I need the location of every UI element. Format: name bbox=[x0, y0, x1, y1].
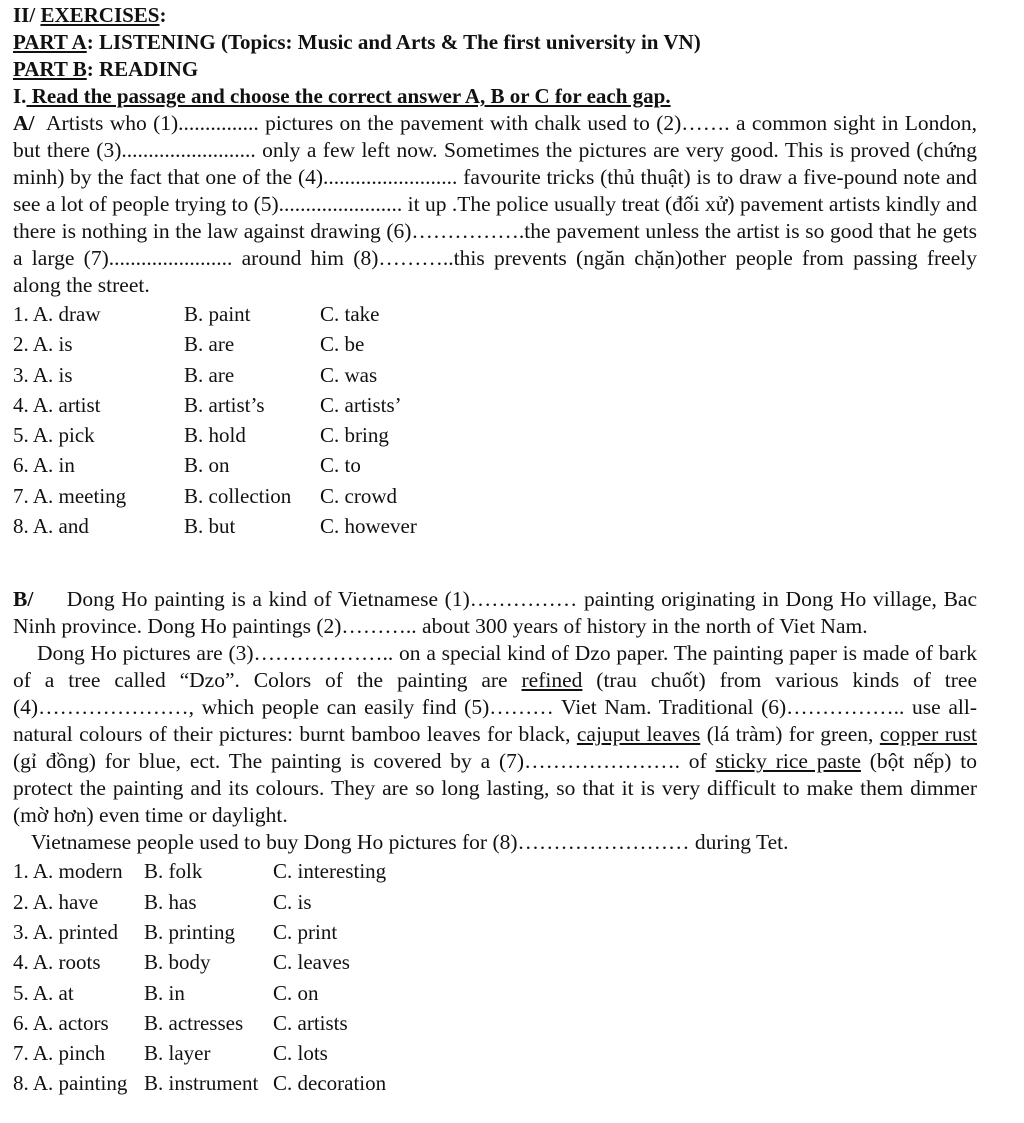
option-row: 8. A. painting B. instrument C. decoration bbox=[13, 1071, 387, 1096]
option-row: 6. A. actors B. actresses C. artists bbox=[13, 1010, 348, 1035]
option-row: 4. A. roots B. body C. leaves bbox=[13, 950, 350, 975]
section-spacer bbox=[13, 541, 977, 586]
option-row: 7. A. pinch B. layer C. lots bbox=[13, 1041, 328, 1066]
task-instruction: I. Read the passage and choose the correct answer A, B or C for each gap. bbox=[13, 84, 671, 108]
option-row: 6. A. in B. on C. to bbox=[13, 453, 361, 478]
section-heading: II/ EXERCISES: bbox=[13, 3, 167, 27]
worksheet bbox=[13, 2, 977, 1099]
passage-b-p2: Dong Ho pictures are (3)……………….. on a special kind of Dzo paper. The painting paper is made of bark of a tree called “Dzo”. Colors of the painting are refined (trau chuốt) from various kinds of tree (4)…………………, which people can easily find (5)……… Viet Nam. Traditional (6)…………….. use all-natural colours of their pictures: burnt bamboo leaves for black, cajuput leaves (lá tràm) for green, copper rust (gỉ đồng) for blue, ect. The painting is covered by a (7)…………………. of sticky rice paste (bột nếp) to protect the painting and its colours. They are so long lasting, so that it is very difficult to make them dimmer (mờ hơn) even time or daylight. bbox=[13, 641, 977, 828]
passage-a bbox=[13, 110, 977, 299]
option-row: 4. A. artist B. artist’s C. artists’ bbox=[13, 392, 402, 417]
passage-b-label: B/ bbox=[13, 587, 34, 612]
passage-a-label: A/ bbox=[13, 111, 35, 135]
option-row: 5. A. pick B. hold C. bring bbox=[13, 423, 389, 448]
part-b-heading: PART B: READING bbox=[13, 57, 199, 81]
option-row: 3. A. is B. are C. was bbox=[13, 362, 378, 387]
options-a bbox=[13, 299, 977, 541]
options-b bbox=[13, 856, 977, 1098]
passage-b-p1: B/ Dong Ho painting is a kind of Vietnamese (1)…………… painting originating in Dong Ho village, Bac Ninh province. Dong Ho paintings (2)……….. about 300 years of history in the north of Viet Nam. bbox=[13, 587, 977, 639]
part-a-heading: PART A: LISTENING (Topics: Music and Arts & The first university in VN) bbox=[13, 30, 701, 54]
option-row: 8. A. and B. but C. however bbox=[13, 514, 417, 539]
option-row: 1. A. draw B. paint C. take bbox=[13, 302, 380, 326]
passage-b-p3: Vietnamese people used to buy Dong Ho pictures for (8)…………………… during Tet. bbox=[31, 830, 789, 855]
option-row: 1. A. modern B. folk C. interesting bbox=[13, 859, 387, 884]
option-row: 3. A. printed B. printing C. print bbox=[13, 919, 338, 944]
option-row: 7. A. meeting B. collection C. crowd bbox=[13, 483, 397, 508]
option-row: 5. A. at B. in C. on bbox=[13, 980, 319, 1005]
option-row: 2. A. have B. has C. is bbox=[13, 889, 312, 914]
passage-a-text: Artists who (1)............... pictures on the pavement with chalk used to (2)……. a common sight in London, but there (3)......................... only a few left now. Sometimes the pictures are very good. This is proved (chứng minh) by the fact that one of the (4)......................... favourite tricks (thủ thuật) is to draw a five-pound note and see a lot of people trying to (5)....................... it up .The police usually treat (đối xử) pavement artists kindly and there is nothing in the law against drawing (6)…………….the pavement unless the artist is so good that he gets a large (7)....................... around him (8)………..this prevents (ngăn chặn)other people from passing freely along the street. bbox=[13, 111, 978, 297]
option-row: 2. A. is B. are C. be bbox=[13, 332, 365, 357]
